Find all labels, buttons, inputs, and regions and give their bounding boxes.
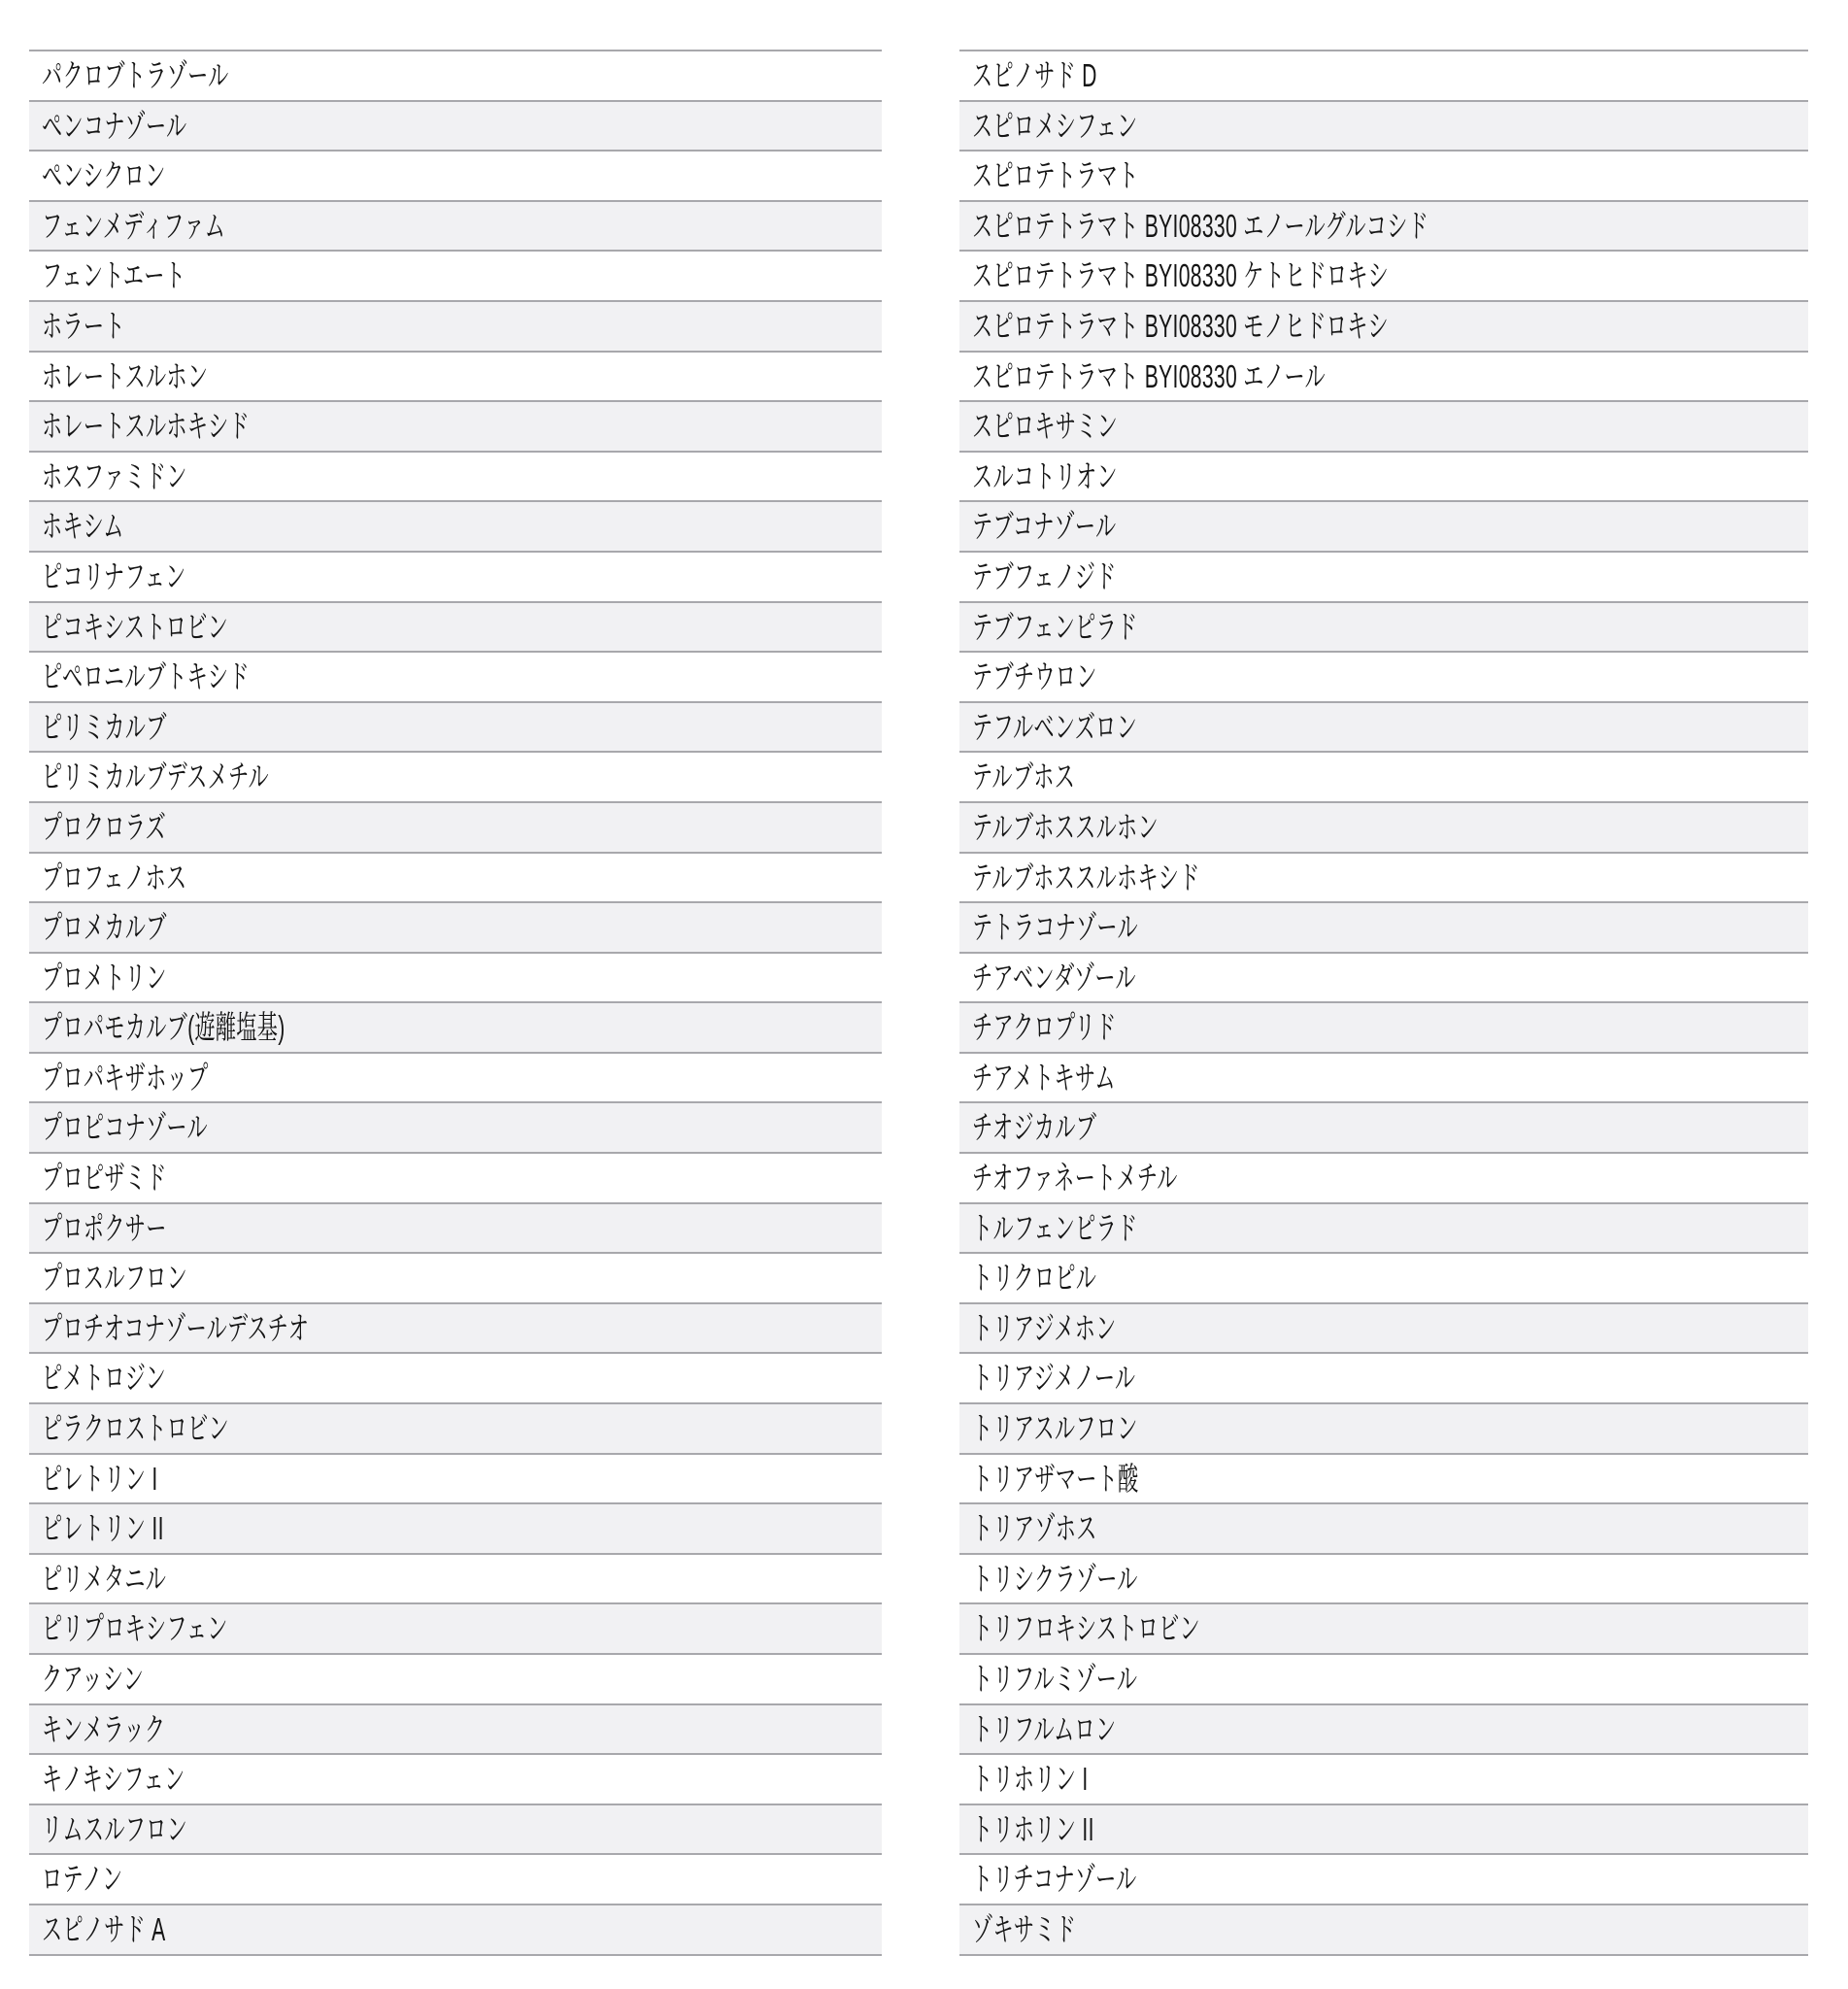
- table-row: [29, 1402, 882, 1453]
- table-row: [959, 1904, 1808, 1954]
- table-row: [29, 701, 882, 752]
- table-row: [29, 1804, 882, 1854]
- substance-name: プロパキザホップ: [42, 1059, 209, 1096]
- substance-name: トリホリン I: [972, 1761, 1089, 1798]
- substance-table-left: [29, 50, 882, 1956]
- substance-name: キンメラック: [42, 1710, 166, 1747]
- table-row: [959, 901, 1808, 952]
- table-row: [29, 1602, 882, 1653]
- table-row: [29, 1302, 882, 1353]
- substance-name: テフルベンズロン: [972, 708, 1138, 745]
- substance-name: スピノサド D: [972, 57, 1097, 93]
- table-row: [959, 852, 1808, 902]
- substance-name: ゾキサミド: [972, 1910, 1077, 1947]
- substance-name: トリホリン II: [972, 1810, 1094, 1847]
- table-row: [29, 551, 882, 601]
- table-row: [959, 1402, 1808, 1453]
- table-row: [959, 500, 1808, 551]
- substance-name: トリクロピル: [972, 1260, 1097, 1297]
- table-row: [959, 952, 1808, 1002]
- table-row: [29, 150, 882, 200]
- substance-name: ピコリナフェン: [42, 557, 186, 594]
- table-row: [959, 1101, 1808, 1152]
- table-row: [959, 701, 1808, 752]
- substance-name: トリアスルフロン: [972, 1410, 1138, 1447]
- table-row: [29, 1502, 882, 1553]
- table-row: [959, 1553, 1808, 1603]
- substance-name: トリフルムロン: [972, 1710, 1117, 1747]
- substance-name: キノキシフェン: [42, 1761, 185, 1798]
- table-row: [29, 801, 882, 852]
- substance-name: スピノサド A: [42, 1910, 166, 1947]
- table-row: [959, 751, 1808, 801]
- substance-name: スピロテトラマト BYI08330 エノール: [972, 357, 1326, 394]
- substance-name: プロパモカルブ(遊離塩基): [42, 1009, 286, 1046]
- table-row: [29, 250, 882, 300]
- substance-name: パクロブトラゾール: [42, 57, 229, 93]
- substance-name: トリアジメノール: [972, 1360, 1136, 1397]
- substance-name: プロフェノホス: [42, 859, 187, 895]
- substance-name: プロポクサー: [42, 1209, 167, 1246]
- table-row: [959, 1502, 1808, 1553]
- table-row: [959, 1001, 1808, 1052]
- substance-name: ピペロニルブトキシド: [42, 658, 250, 695]
- table-row: [29, 952, 882, 1002]
- substance-name: ピレトリン II: [42, 1510, 164, 1547]
- table-row: [29, 1853, 882, 1904]
- substance-name: トリフロキシストロビン: [972, 1610, 1200, 1647]
- substance-name: ホレートスルホン: [42, 357, 209, 394]
- table-row: [29, 50, 882, 100]
- substance-name: ピリミカルブ: [42, 708, 167, 745]
- table-row: [29, 1553, 882, 1603]
- table-row: [959, 1804, 1808, 1854]
- substance-name: スピロテトラマト BYI08330 ケトヒドロキシ: [972, 257, 1390, 294]
- substance-name: ピラクロストロビン: [42, 1410, 229, 1447]
- table-row: [29, 1653, 882, 1703]
- table-row: [29, 500, 882, 551]
- table-row: [29, 1453, 882, 1503]
- substance-name: フェントエート: [42, 257, 186, 294]
- table-row: [959, 1753, 1808, 1804]
- table-row: [29, 351, 882, 401]
- substance-name: トリアジメホン: [972, 1309, 1117, 1346]
- substance-name: チアクロプリド: [972, 1009, 1117, 1046]
- table-row: [959, 1202, 1808, 1253]
- table-row: [29, 200, 882, 251]
- substance-name: ピリメタニル: [42, 1560, 167, 1597]
- table-row: [959, 801, 1808, 852]
- table-row: [29, 1252, 882, 1302]
- substance-name: プロメカルブ: [42, 909, 167, 946]
- table-row: [959, 351, 1808, 401]
- table-row: [29, 1001, 882, 1052]
- substance-name: ピレトリン I: [42, 1460, 158, 1497]
- substance-name: プロピザミド: [42, 1160, 167, 1197]
- table-row: [29, 400, 882, 451]
- substance-name: スピロメシフェン: [972, 107, 1138, 144]
- substance-name: プロスルフロン: [42, 1260, 188, 1297]
- substance-name: プロメトリン: [42, 959, 167, 995]
- substance-name: チアメトキサム: [972, 1059, 1116, 1096]
- table-row: [29, 1904, 882, 1954]
- substance-name: テブコナゾール: [972, 508, 1117, 545]
- substance-name: フェンメディファム: [42, 207, 226, 244]
- table-row: [29, 601, 882, 652]
- table-row: [29, 451, 882, 501]
- substance-name: テルブホス: [972, 759, 1076, 795]
- substance-name: スピロキサミン: [972, 408, 1119, 445]
- substance-name: ホスファミドン: [42, 457, 187, 494]
- substance-name: トリチコナゾール: [972, 1861, 1137, 1898]
- table-row: [29, 300, 882, 351]
- table-row: [959, 1703, 1808, 1754]
- table-row: [959, 50, 1808, 100]
- table-row: [959, 1453, 1808, 1503]
- table-row: [959, 100, 1808, 151]
- table-row: [29, 1703, 882, 1754]
- substance-name: トリアゾホス: [972, 1510, 1097, 1547]
- table-row: [959, 300, 1808, 351]
- substance-name: ピメトロジン: [42, 1360, 167, 1397]
- table-row: [959, 451, 1808, 501]
- substance-name: ホレートスルホキシド: [42, 408, 250, 445]
- substance-name: スピロテトラマト BYI08330 エノールグルコシド: [972, 207, 1429, 244]
- substance-name: ピコキシストロビン: [42, 608, 229, 645]
- table-row: [29, 651, 882, 701]
- substance-name: チアベンダゾール: [972, 959, 1136, 995]
- substance-name: トリフルミゾール: [972, 1661, 1138, 1697]
- table-row: [959, 1152, 1808, 1202]
- table-row: [959, 601, 1808, 652]
- substance-name: ロテノン: [42, 1861, 123, 1898]
- table-row: [29, 1753, 882, 1804]
- substance-name: スピロテトラマト: [972, 157, 1139, 194]
- table-row: [959, 1352, 1808, 1402]
- table-row: [959, 150, 1808, 200]
- substance-name: スルコトリオン: [972, 457, 1118, 494]
- table-row: [29, 1152, 882, 1202]
- substance-table-right: [959, 50, 1808, 1956]
- substance-name: リムスルフロン: [42, 1810, 188, 1847]
- substance-name: ピリミカルブデスメチル: [42, 759, 269, 795]
- table-row: [29, 901, 882, 952]
- substance-name: テトラコナゾール: [972, 909, 1138, 946]
- table-row: [29, 1352, 882, 1402]
- table-row: [959, 651, 1808, 701]
- substance-name: トリシクラゾール: [972, 1560, 1138, 1597]
- table-row: [959, 1602, 1808, 1653]
- table-row: [29, 100, 882, 151]
- table-row: [959, 1252, 1808, 1302]
- substance-name: テルブホススルホキシド: [972, 859, 1200, 895]
- table-row: [959, 1302, 1808, 1353]
- table-row: [959, 1853, 1808, 1904]
- substance-name: テブフェノジド: [972, 557, 1117, 594]
- table-row: [29, 1202, 882, 1253]
- table-row: [959, 200, 1808, 251]
- table-row: [29, 1101, 882, 1152]
- table-row: [29, 1052, 882, 1102]
- table-row: [29, 751, 882, 801]
- substance-name: トリアザマート酸: [972, 1460, 1139, 1497]
- substance-name: ピリプロキシフェン: [42, 1610, 228, 1647]
- table-row: [959, 400, 1808, 451]
- substance-name: プロクロラズ: [42, 808, 167, 845]
- substance-name: チオファネートメチル: [972, 1160, 1178, 1197]
- substance-name: チオジカルブ: [972, 1109, 1097, 1146]
- table-row: [959, 551, 1808, 601]
- substance-name: テブフェンピラド: [972, 608, 1138, 645]
- table-row: [959, 250, 1808, 300]
- substance-name: トルフェンピラド: [972, 1209, 1138, 1246]
- substance-name: プロピコナゾール: [42, 1109, 208, 1146]
- substance-name: テルブホススルホン: [972, 808, 1159, 845]
- substance-name: スピロテトラマト BYI08330 モノヒドロキシ: [972, 307, 1389, 344]
- substance-name: クアッシン: [42, 1661, 145, 1697]
- table-row: [959, 1052, 1808, 1102]
- substance-name: ホラート: [42, 307, 125, 344]
- substance-name: プロチオコナゾールデスチオ: [42, 1309, 310, 1346]
- table-row: [29, 852, 882, 902]
- table-row: [959, 1653, 1808, 1703]
- substance-name: ホキシム: [42, 508, 124, 545]
- substance-name: ペンシクロン: [42, 157, 166, 194]
- substance-name: テブチウロン: [972, 658, 1097, 695]
- substance-name: ペンコナゾール: [42, 107, 187, 144]
